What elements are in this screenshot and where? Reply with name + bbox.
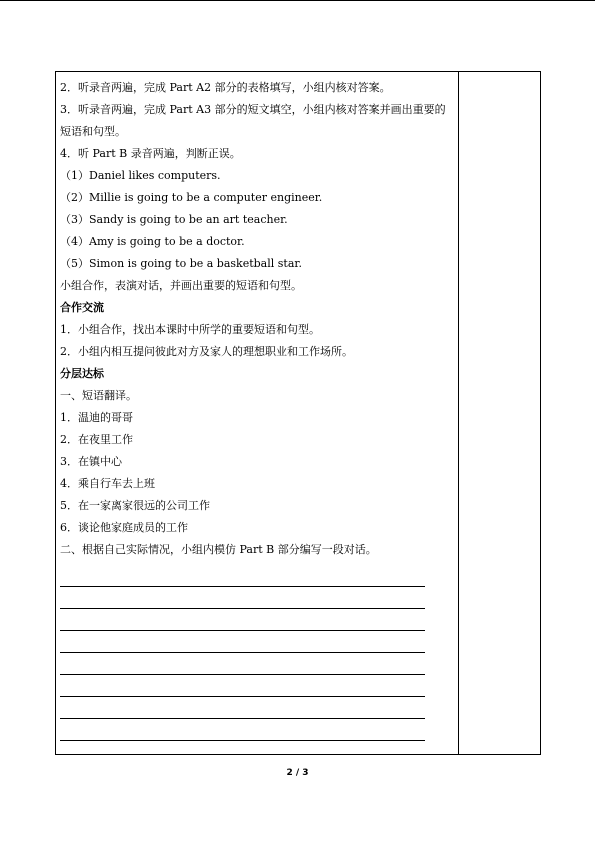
part1-title: 一、短语翻译。: [60, 389, 137, 402]
phrase-2: 2．在夜里工作: [60, 433, 133, 446]
answer-line: [60, 653, 425, 675]
part2-title: 二、根据自己实际情况，小组内模仿 Part B 部分编写一段对话。: [60, 543, 377, 556]
levels-heading: 分层达标: [60, 367, 104, 380]
table-column-divider: [458, 71, 459, 755]
phrase-3: 3．在镇中心: [60, 455, 122, 468]
answer-line: [60, 719, 425, 741]
group-instruction: 小组合作，表演对话，并画出重要的短语和句型。: [60, 279, 302, 292]
main-cell: [60, 77, 455, 741]
answer-line: [60, 697, 425, 719]
step-3: 3．听录音两遍，完成 Part A3 部分的短文填空，小组内核对答案并画出重要的短语和句型。: [60, 103, 446, 138]
answer-line: [60, 631, 425, 653]
page-top-rule: [0, 0, 595, 1]
phrase-4: 4．乘自行车去上班: [60, 477, 155, 490]
judgment-1: （1）Daniel likes computers.: [60, 169, 221, 182]
judgment-4: （4）Amy is going to be a doctor.: [60, 235, 245, 248]
cooperation-item-2: 2．小组内相互提问彼此对方及家人的理想职业和工作场所。: [60, 345, 353, 358]
phrase-5: 5．在一家离家很远的公司工作: [60, 499, 210, 512]
page-number: 2 / 3: [286, 768, 309, 778]
cooperation-item-1: 1．小组合作，找出本课时中所学的重要短语和句型。: [60, 323, 320, 336]
answer-lines: [60, 565, 455, 741]
judgment-2: （2）Millie is going to be a computer engineer.: [60, 191, 323, 204]
phrase-1: 1．温迪的哥哥: [60, 411, 133, 424]
phrase-6: 6．谈论他家庭成员的工作: [60, 521, 188, 534]
step-4: 4．听 Part B 录音两遍，判断正误。: [60, 147, 241, 160]
answer-line: [60, 565, 425, 587]
answer-line: [60, 675, 425, 697]
cooperation-heading: 合作交流: [60, 301, 104, 314]
answer-line: [60, 609, 425, 631]
answer-line: [60, 587, 425, 609]
judgment-5: （5）Simon is going to be a basketball star.: [60, 257, 302, 270]
step-2: 2．听录音两遍，完成 Part A2 部分的表格填写，小组内核对答案。: [60, 81, 391, 94]
judgment-3: （3）Sandy is going to be an art teacher.: [60, 213, 288, 226]
